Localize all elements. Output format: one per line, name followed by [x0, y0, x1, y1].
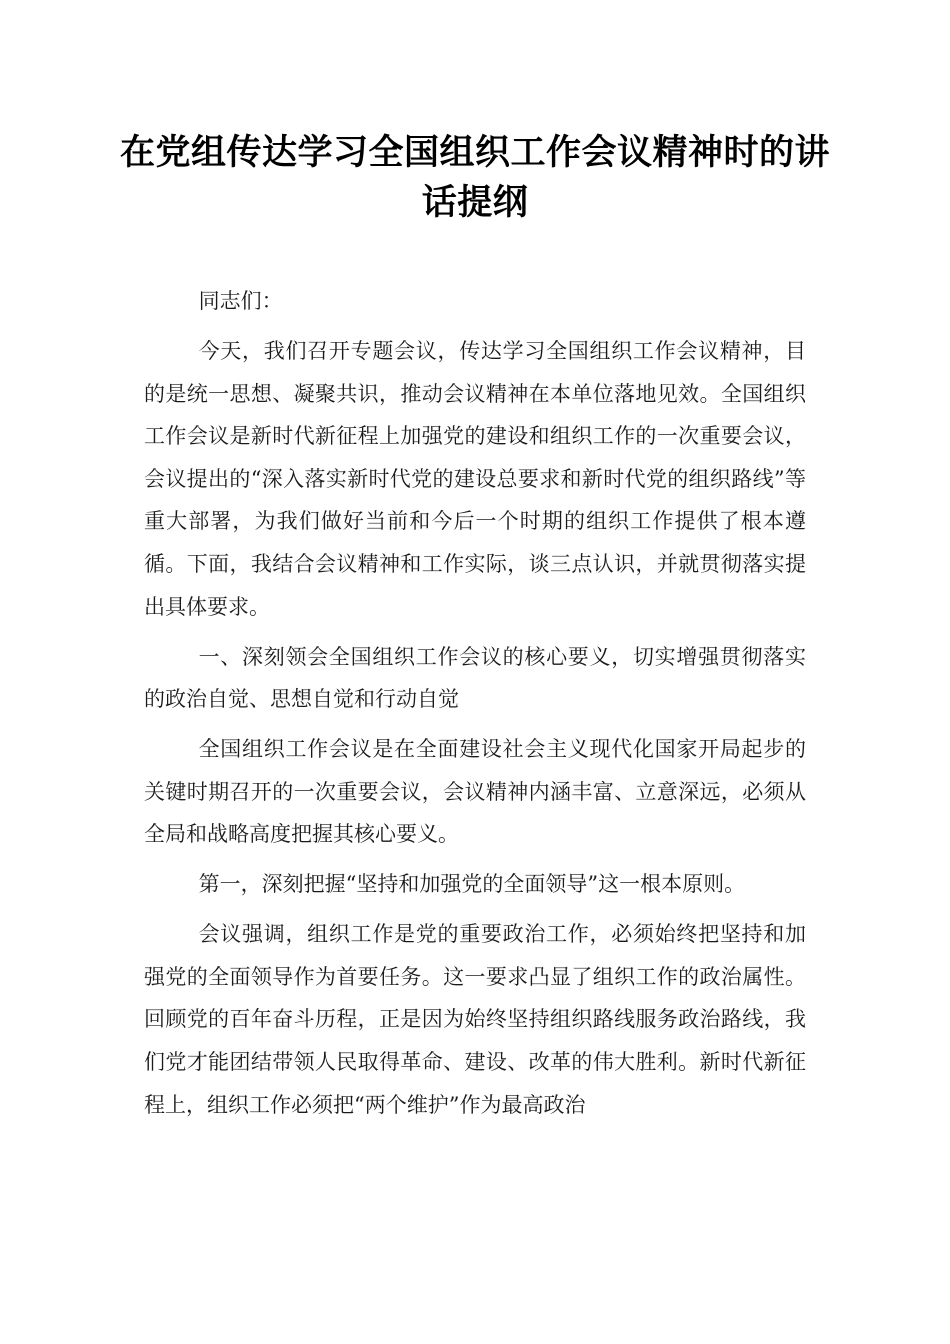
section-heading-1: 一、深刻领会全国组织工作会议的核心要义，切实增强贯彻落实的政治自觉、思想自觉和行动自觉 — [144, 644, 806, 712]
salutation-paragraph: 同志们： — [198, 289, 283, 313]
document-title: 在党组传达学习全国组织工作会议精神时的讲话提纲 — [120, 133, 831, 223]
intro-paragraph: 今天，我们召开专题会议，传达学习全国组织工作会议精神，目的是统一思想、凝聚共识，推动会议精神在本单位落地见效。全国组织工作会议是新时代新征程上加强党的建设和组织工作的一次重要会议，会议提出的“深入落实新时代党的建设总要求和新时代党的组织路线”等重大部署，为我们做好当前和今后一个时期的组织工作提供了根本遵循。下面，我结合会议精神和工作实际，谈三点认识，并就贯彻落实提出具体要求。 — [144, 338, 806, 619]
body-paragraph: 全国组织工作会议是在全面建设社会主义现代化国家开局起步的关键时期召开的一次重要会议，会议精神内涵丰富、立意深远，必须从全局和战略高度把握其核心要义。 — [144, 737, 806, 847]
document-body — [144, 280, 806, 1134]
subsection-heading-1: 第一，深刻把握“坚持和加强党的全面领导”这一根本原则。 — [198, 872, 746, 897]
body-paragraph: 会议强调，组织工作是党的重要政治工作，必须始终把坚持和加强党的全面领导作为首要任务。这一要求凸显了组织工作的政治属性。回顾党的百年奋斗历程，正是因为始终坚持组织路线服务政治路线，我们党才能团结带领人民取得革命、建设、改革的伟大胜利。新时代新征程上，组织工作必须把“两个维护”作为最高政治 — [144, 922, 806, 1117]
